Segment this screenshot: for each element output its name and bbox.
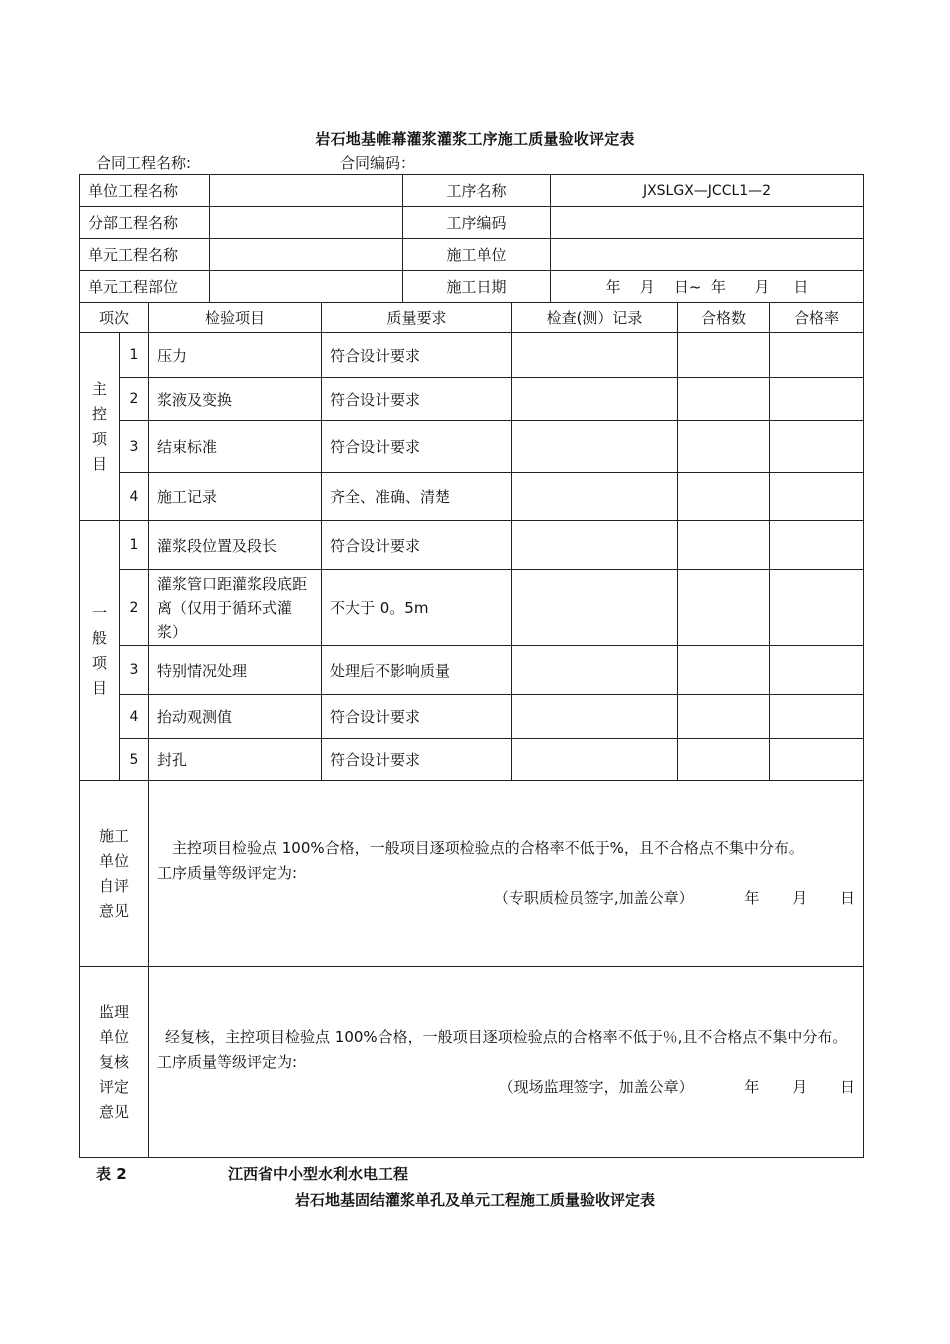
item-number: 4 (120, 473, 149, 521)
pass-count-cell[interactable] (678, 570, 770, 646)
sub-project-value[interactable] (210, 207, 403, 239)
supervisor-opinion[interactable] (149, 967, 864, 1158)
record-cell[interactable] (512, 521, 678, 570)
pass-rate-cell[interactable] (770, 421, 864, 473)
record-cell[interactable] (512, 473, 678, 521)
record-cell[interactable] (512, 570, 678, 646)
item-name: 封孔 (149, 739, 322, 781)
element-project-label: 单元工程名称 (80, 239, 210, 271)
pass-count-cell[interactable] (678, 473, 770, 521)
supervisor-grade: 工序质量等级评定为: (157, 1052, 298, 1071)
supervisor-review-row (80, 967, 864, 1158)
pass-count-cell[interactable] (678, 739, 770, 781)
construction-date-value: 年 月 日~ 年 月 日 (551, 271, 864, 303)
organization-name: 江西省中小型水利水电工程 (228, 1165, 409, 1183)
table-row (80, 333, 864, 378)
item-requirement: 齐全、准确、清楚 (322, 473, 512, 521)
header-row-element (80, 239, 864, 271)
record-cell[interactable] (512, 333, 678, 378)
col-header-pass-rate: 合格率 (770, 303, 864, 333)
table-row (80, 739, 864, 781)
record-cell[interactable] (512, 739, 678, 781)
constructor-value[interactable] (551, 239, 864, 271)
element-location-label: 单元工程部位 (80, 271, 210, 303)
col-header-item: 检验项目 (149, 303, 322, 333)
element-project-value[interactable] (210, 239, 403, 271)
pass-count-cell[interactable] (678, 421, 770, 473)
col-header-pass-count: 合格数 (678, 303, 770, 333)
item-requirement: 处理后不影响质量 (322, 646, 512, 695)
constructor-label: 施工单位 (403, 239, 551, 271)
process-code-label: 工序编码 (403, 207, 551, 239)
table-row (80, 570, 864, 646)
pass-count-cell[interactable] (678, 695, 770, 739)
pass-count-cell[interactable] (678, 378, 770, 421)
header-row-sub (80, 207, 864, 239)
unit-project-label: 单位工程名称 (80, 175, 210, 207)
item-requirement: 符合设计要求 (322, 333, 512, 378)
self-eval-day: 日 (840, 889, 856, 907)
record-cell[interactable] (512, 695, 678, 739)
self-eval-year: 年 (744, 889, 760, 907)
supervisor-text: 经复核，主控项目检验点 100%合格，一般项目逐项检验点的合格率不低于％,且不合格点不集中分布。 (165, 1027, 848, 1046)
item-number: 5 (120, 739, 149, 781)
supervisor-month: 月 (792, 1077, 808, 1096)
col-header-no: 项次 (80, 303, 149, 333)
next-form-title: 岩石地基固结灌浆单孔及单元工程施工质量验收评定表 (294, 1191, 655, 1209)
table-row (80, 695, 864, 739)
item-requirement: 符合设计要求 (322, 421, 512, 473)
item-number: 1 (120, 333, 149, 378)
item-name: 灌浆段位置及段长 (149, 521, 322, 570)
pass-rate-cell[interactable] (770, 739, 864, 781)
record-cell[interactable] (512, 421, 678, 473)
item-name: 浆液及变换 (149, 378, 322, 421)
header-row-unit (80, 175, 864, 207)
pass-count-cell[interactable] (678, 646, 770, 695)
process-name-value: JXSLGX—JCCL1—2 (551, 175, 864, 207)
table-row (80, 521, 864, 570)
supervisor-sign: （现场监理签字，加盖公章） (498, 1077, 694, 1096)
supervisor-day: 日 (840, 1077, 856, 1096)
pass-count-cell[interactable] (678, 521, 770, 570)
pass-rate-cell[interactable] (770, 473, 864, 521)
item-name: 结束标准 (149, 421, 322, 473)
record-cell[interactable] (512, 378, 678, 421)
item-name: 施工记录 (149, 473, 322, 521)
pass-rate-cell[interactable] (770, 521, 864, 570)
supervisor-label: 监理 单位 复核 评定 意见 (80, 967, 149, 1158)
item-requirement: 符合设计要求 (322, 521, 512, 570)
pass-count-cell[interactable] (678, 333, 770, 378)
item-requirement: 不大于 0。5m (322, 570, 512, 646)
contract-project-name-label: 合同工程名称: (96, 154, 192, 172)
self-eval-grade: 工序质量等级评定为: (157, 864, 298, 882)
supervisor-year: 年 (744, 1077, 760, 1096)
column-header-row (80, 303, 864, 333)
evaluation-table (79, 174, 864, 1158)
main-group-label: 主 控 项 目 (80, 333, 120, 521)
item-number: 2 (120, 378, 149, 421)
pass-rate-cell[interactable] (770, 695, 864, 739)
table-number: 表 2 (96, 1165, 127, 1183)
pass-rate-cell[interactable] (770, 646, 864, 695)
sub-project-label: 分部工程名称 (80, 207, 210, 239)
construction-date-label: 施工日期 (403, 271, 551, 303)
item-name: 压力 (149, 333, 322, 378)
col-header-record: 检查(测）记录 (512, 303, 678, 333)
item-name: 特别情况处理 (149, 646, 322, 695)
item-name: 灌浆管口距灌浆段底距离（仅用于循环式灌浆） (149, 570, 322, 646)
table-row (80, 646, 864, 695)
self-eval-signature-line (157, 886, 855, 911)
form-title: 岩石地基帷幕灌浆灌浆工序施工质量验收评定表 (315, 130, 635, 148)
supervisor-signature-line (157, 1075, 855, 1100)
self-evaluation-row (80, 781, 864, 967)
item-number: 1 (120, 521, 149, 570)
self-eval-text: 主控项目检验点 100%合格，一般项目逐项检验点的合格率不低于%，且不合格点不集中分布。 (172, 839, 804, 857)
item-number: 3 (120, 421, 149, 473)
item-requirement: 符合设计要求 (322, 695, 512, 739)
item-requirement: 符合设计要求 (322, 739, 512, 781)
contract-number-label: 合同编码： (340, 154, 416, 172)
table-row (80, 378, 864, 421)
process-code-value[interactable] (551, 207, 864, 239)
item-number: 3 (120, 646, 149, 695)
self-eval-opinion[interactable] (149, 781, 864, 967)
col-header-requirement: 质量要求 (322, 303, 512, 333)
self-eval-month: 月 (792, 889, 808, 907)
general-group-label: 一 般 项 目 (80, 521, 120, 781)
item-number: 2 (120, 570, 149, 646)
table-row (80, 421, 864, 473)
record-cell[interactable] (512, 646, 678, 695)
self-eval-sign: （专职质检员签字,加盖公章） (493, 889, 694, 907)
item-requirement: 符合设计要求 (322, 378, 512, 421)
table-row (80, 473, 864, 521)
pass-rate-cell[interactable] (770, 378, 864, 421)
item-name: 抬动观测值 (149, 695, 322, 739)
self-eval-label: 施工 单位 自评 意见 (80, 781, 149, 967)
element-location-value[interactable] (210, 271, 403, 303)
pass-rate-cell[interactable] (770, 570, 864, 646)
item-number: 4 (120, 695, 149, 739)
header-row-location (80, 271, 864, 303)
unit-project-value[interactable] (210, 175, 403, 207)
pass-rate-cell[interactable] (770, 333, 864, 378)
process-name-label: 工序名称 (403, 175, 551, 207)
